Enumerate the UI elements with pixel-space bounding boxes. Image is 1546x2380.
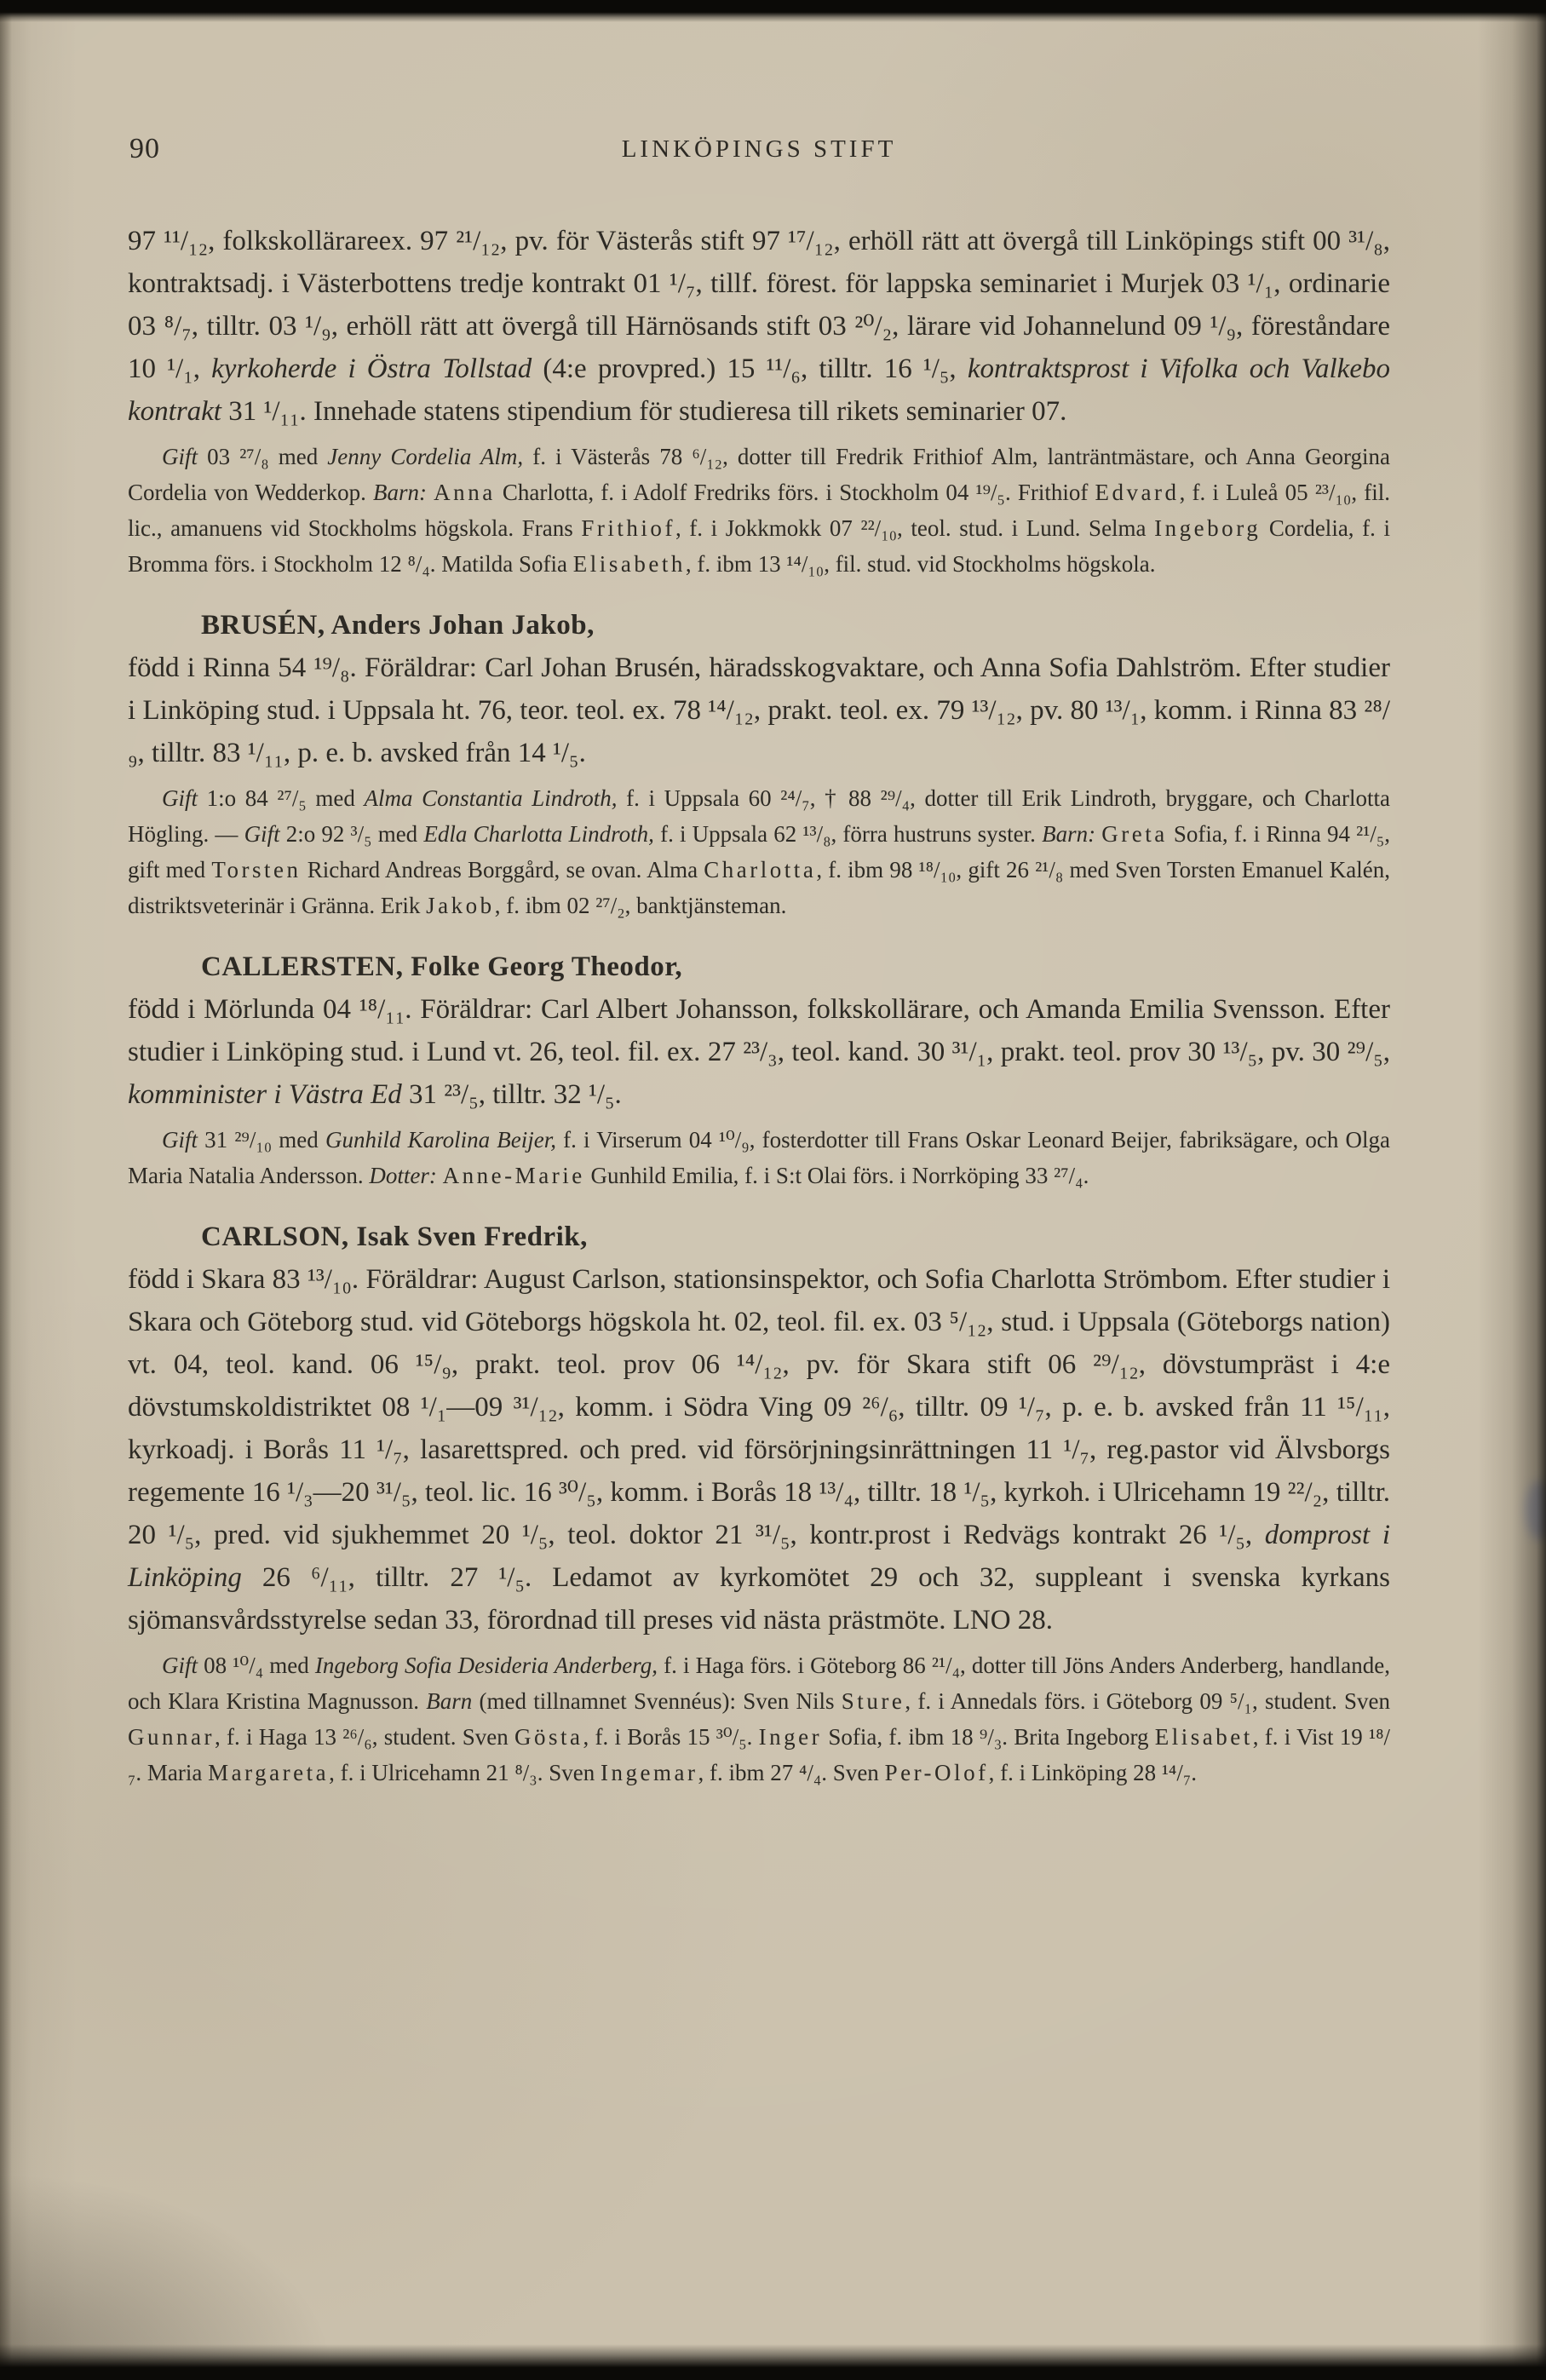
- family-note-brusen: Gift 1:o 84 ²⁷/₅ med Alma Constantia Lindroth, f. i Uppsala 60 ²⁴/₇, † 88 ²⁹/₄, dotter till Erik Lindroth, bryggare, och Charlotta Högling. — Gift 2:o 92 ³/₅ med Edla Charlotta Lindroth, f. i Uppsala 62 ¹³/₈, förra hustruns syster. Barn: Greta Sofia, f. i Rinna 94 ²¹/₅, gift med Torsten Richard Andreas Borggård, se ovan. Alma Charlotta, f. ibm 98 ¹⁸/₁₀, gift 26 ²¹/₈ med Sven Torsten Emanuel Kalén, distriktsveterinär i Gränna. Erik Jakob, f. ibm 02 ²⁷/₂, banktjänsteman.: [128, 785, 1391, 918]
- entry-paragraph-carlson: född i Skara 83 ¹³/₁₀. Föräldrar: August Carlson, stationsinspektor, och Sofia Charlotta Strömbom. Efter studier i Skara och Göteborg stud. vid Göteborgs högskola ht. 02, teol. fil. ex. 03 ⁵/₁₂, stud. i Uppsala (Göteborgs nation) vt. 04, teol. kand. 06 ¹⁵/₉, prakt. teol. prov 06 ¹⁴/₁₂, pv. för Skara stift 06 ²⁹/₁₂, dövstumpräst i 4:e dövstumskoldistriktet 08 ¹/₁—09 ³¹/₁₂, komm. i Södra Ving 09 ²⁶/₆, tilltr. 09 ¹/₇, p. e. b. avsked från 11 ¹⁵/₁₁, kyrkoadj. i Borås 11 ¹/₇, lasarettspred. och pred. vid försörjningsinrättningen 11 ¹/₇, reg.pastor vid Älvsborgs regemente 16 ¹/₃—20 ³¹/₅, teol. lic. 16 ³⁰/₅, komm. i Borås 18 ¹³/₄, tilltr. 18 ¹/₅, kyrkoh. i Ulricehamn 19 ²²/₂, tilltr. 20 ¹/₅, pred. vid sjukhemmet 20 ¹/₅, teol. doktor 21 ³¹/₅, kontr.prost i Redvägs kontrakt 26 ¹/₅, domprost i Linköping 26 ⁶/₁₁, tilltr. 27 ¹/₅. Ledamot av kyrkomötet 29 och 32, suppleant i svenska kyrkans sjömansvårdsstyrelse sedan 33, förordnad till preses vid nästa prästmöte. LNO 28.: [128, 1264, 1390, 1636]
- family-note-carlson: Gift 08 ¹⁰/₄ med Ingeborg Sofia Desideria Anderberg, f. i Haga förs. i Göteborg 86 ²¹/₄, dotter till Jöns Anders Anderberg, handlande, och Klara Kristina Magnusson. Barn (med tillnamnet Svennéus): Sven Nils Sture, f. i Annedals förs. i Göteborg 09 ⁵/₁, student. Sven Gunnar, f. i Haga 13 ²⁶/₆, student. Sven Gösta, f. i Borås 15 ³⁰/₅. Inger Sofia, f. ibm 18 ⁹/₃. Brita Ingeborg Elisabet, f. i Vist 19 ¹⁸/₇. Maria Margareta, f. i Ulricehamn 21 ⁸/₃. Sven Ingemar, f. ibm 27 ⁴/₄. Sven Per-Olof, f. i Linköping 28 ¹⁴/₇.: [128, 1653, 1390, 1785]
- entry-heading-brusen: BRUSÉN, Anders Johan Jakob,: [201, 610, 595, 641]
- running-title: LINKÖPINGS STIFT: [621, 135, 897, 163]
- entry-paragraph-callersten: född i Mörlunda 04 ¹⁸/₁₁. Föräldrar: Carl Albert Johansson, folkskollärare, och Amanda Emilia Svensson. Efter studier i Linköping stud. i Lund vt. 26, teol. fil. ex. 27 ²³/₃, teol. kand. 30 ³¹/₁, prakt. teol. prov 30 ¹³/₅, pv. 30 ²⁹/₅, komminister i Västra Ed 31 ²³/₅, tilltr. 32 ¹/₅.: [128, 994, 1390, 1110]
- entry-paragraph-brusen: född i Rinna 54 ¹⁹/₈. Föräldrar: Carl Johan Brusén, häradsskogvaktare, och Anna Sofia Dahlström. Efter studier i Linköping stud. i Uppsala ht. 76, teor. teol. ex. 78 ¹⁴/₁₂, prakt. teol. ex. 79 ¹³/₁₂, pv. 80 ¹³/₁, komm. i Rinna 83 ²⁸/₉, tilltr. 83 ¹/₁₁, p. e. b. avsked från 14 ¹/₅.: [128, 652, 1390, 768]
- family-note-callersten: Gift 31 ²⁹/₁₀ med Gunhild Karolina Beijer, f. i Virserum 04 ¹⁰/₉, fosterdotter till Frans Oskar Leonard Beijer, fabriksägare, och Olga Maria Natalia Andersson. Dotter: Anne-Marie Gunhild Emilia, f. i S:t Olai förs. i Norrköping 33 ²⁷/₄.: [128, 1127, 1391, 1188]
- scan-edge-top: [0, 0, 1546, 22]
- page-number: 90: [129, 133, 160, 164]
- entry-heading-callersten: CALLERSTEN, Folke Georg Theodor,: [201, 951, 683, 982]
- scan-edge-left: [0, 0, 12, 2380]
- entry-continuation: 97 ¹¹/₁₂, folkskollärareex. 97 ²¹/₁₂, pv. för Västerås stift 97 ¹⁷/₁₂, erhöll rätt att övergå till Linköpings stift 00 ³¹/₈, kontraktsadj. i Västerbottens tredje kontrakt 01 ¹/₇, tillf. förest. för lappska seminariet i Murjek 03 ¹/₁, ordinarie 03 ⁸/₇, tilltr. 03 ¹/₉, erhöll rätt att övergå till Härnösands stift 03 ²⁰/₂, lärare vid Johannelund 09 ¹/₉, föreståndare 10 ¹/₁, kyrkoherde i Östra Tollstad (4:e provpred.) 15 ¹¹/₆, tilltr. 16 ¹/₅, kontraktsprost i Vifolka och Valkebo kontrakt 31 ¹/₁₁. Innehade statens stipendium för studieresa till rikets seminarier 07.: [128, 226, 1390, 427]
- running-header: [128, 133, 1390, 172]
- scan-edge-right: [1478, 0, 1546, 2380]
- entry-heading-carlson: CARLSON, Isak Sven Fredrik,: [201, 1222, 588, 1252]
- page-body: [128, 220, 1390, 1791]
- family-note-alm: Gift 03 ²⁷/₈ med Jenny Cordelia Alm, f. i Västerås 78 ⁶/₁₂, dotter till Fredrik Frithiof Alm, lanträntmästare, och Anna Georgina Cordelia von Wedderkop. Barn: Anna Charlotta, f. i Adolf Fredriks förs. i Stockholm 04 ¹⁹/₅. Frithiof Edvard, f. i Luleå 05 ²³/₁₀, fil. lic., amanuens vid Stockholms högskola. Frans Frithiof, f. i Jokkmokk 07 ²²/₁₀, teol. stud. i Lund. Selma Ingeborg Cordelia, f. i Bromma förs. i Stockholm 12 ⁸/₄. Matilda Sofia Elisabeth, f. ibm 13 ¹⁴/₁₀, fil. stud. vid Stockholms högskola.: [128, 444, 1391, 577]
- page: [128, 133, 1390, 1794]
- scan-edge-bottom: [0, 2344, 1546, 2380]
